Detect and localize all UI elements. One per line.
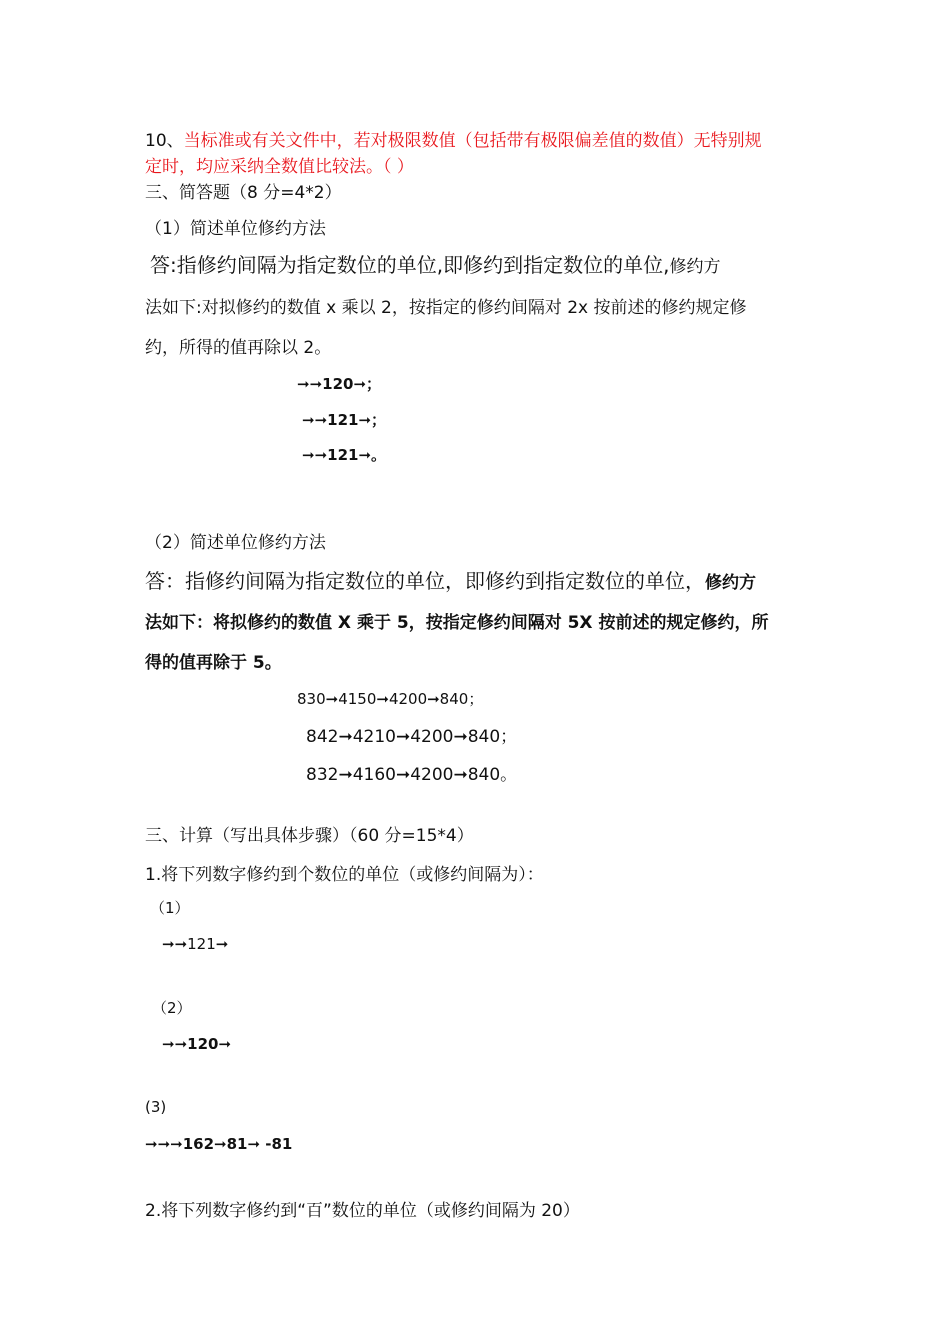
calc-q1-item1-label: （1） [150, 899, 190, 917]
short-q1-answer-line3: 约，所得的值再除以 2。 [145, 338, 332, 358]
question-10-text-1: 当标准或有关文件中，若对极限数值（包括带有极限偏差值的数值）无特别规 [183, 131, 762, 151]
section-short-answer-title: 三、简答题（8 分=4*2） [145, 183, 342, 203]
short-q2-answer-lead: 答：指修约间隔为指定数位的单位，即修约到指定数位的单位， [145, 569, 705, 593]
question-10-number: 10、 [145, 131, 184, 151]
calc-q1-heading: 1.将下列数字修约到个数位的单位（或修约间隔为）： [145, 865, 544, 885]
short-q2-example-1: 830➞4150➞4200➞840； [297, 690, 484, 708]
calc-q1-item1-value: ➞➞121➞ [162, 935, 229, 953]
calc-q2-heading: 2.将下列数字修约到“百”数位的单位（或修约间隔为 20） [145, 1201, 580, 1221]
calc-q1-item3-label: (3) [145, 1098, 167, 1116]
calc-q1-item2-value: ➞➞120➞ [162, 1035, 232, 1053]
calc-q1-item3-value: ➞➞➞162➞81➞ -81 [145, 1135, 293, 1153]
short-q2-heading: （2）简述单位修约方法 [145, 533, 326, 553]
short-q2-answer-line2: 法如下：将拟修约的数值 X 乘于 5，按指定修约间隔对 5X 按前述的规定修约，所 [145, 613, 769, 633]
short-q2-example-3: 832➞4160➞4200➞840。 [306, 765, 518, 785]
question-10-line2 [145, 152, 414, 177]
short-q2-answer-line1 [145, 565, 756, 594]
short-q1-example-2: ➞➞121➞； [302, 411, 387, 429]
short-q2-example-2: 842➞4210➞4200➞840； [306, 727, 518, 747]
short-q1-example-1: ➞➞120➞； [297, 375, 382, 393]
short-q1-heading: （1）简述单位修约方法 [145, 219, 326, 239]
calc-q1-item2-label: （2） [152, 999, 192, 1017]
section-calculation-title: 三、计算（写出具体步骤）（60 分=15*4） [145, 826, 474, 846]
short-q1-answer-line2: 法如下:对拟修约的数值 x 乘以 2，按指定的修约间隔对 2x 按前述的修约规定修 [145, 298, 747, 318]
short-q1-answer-tail: 修约方 [669, 257, 721, 277]
question-10-line1 [145, 126, 762, 151]
question-10-text-2: 定时，均应采纳全数值比较法。（ ） [145, 157, 414, 177]
short-q1-answer-lead: 答:指修约间隔为指定数位的单位,即修约到指定数位的单位, [150, 253, 670, 277]
short-q2-answer-tail: 修约方 [705, 573, 756, 593]
short-q1-example-3: ➞➞121➞。 [302, 446, 387, 464]
short-q2-answer-line3: 得的值再除于 5。 [145, 653, 282, 673]
short-q1-answer-line1 [150, 249, 720, 278]
